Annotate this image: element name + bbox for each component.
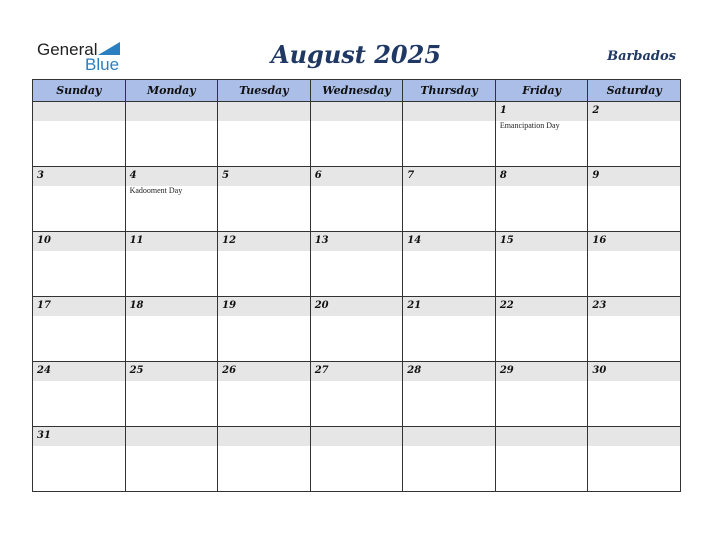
day-cell (403, 427, 496, 492)
day-number: 19 (222, 300, 237, 311)
day-number: 2 (592, 105, 600, 116)
day-cell (218, 427, 311, 492)
day-header-band (126, 102, 218, 121)
holiday-label: Kadooment Day (129, 186, 183, 195)
day-header-band (218, 167, 310, 186)
day-cell (310, 167, 403, 232)
day-cell (125, 167, 218, 232)
day-cell (33, 232, 126, 297)
day-number: 20 (314, 300, 329, 311)
day-header-band (311, 167, 403, 186)
day-cell (310, 297, 403, 362)
day-number: 22 (499, 300, 514, 311)
day-number: 9 (592, 170, 600, 181)
day-number: 18 (129, 300, 144, 311)
day-cell (33, 362, 126, 427)
day-cell (588, 427, 681, 492)
holiday-label: Emancipation Day (499, 121, 560, 130)
calendar-body (33, 102, 681, 492)
day-cell (310, 427, 403, 492)
weekday-tuesday: Tuesday (218, 80, 311, 102)
day-header-band (496, 102, 588, 121)
day-header-band (311, 102, 403, 121)
week-row (33, 297, 681, 362)
week-row (33, 102, 681, 167)
day-number: 10 (37, 235, 51, 246)
day-header-band (403, 167, 495, 186)
day-number: 1 (499, 105, 507, 116)
day-cell (588, 167, 681, 232)
day-number: 23 (592, 300, 607, 311)
weekday-wednesday: Wednesday (310, 80, 403, 102)
week-row (33, 232, 681, 297)
day-cell (495, 102, 588, 167)
day-header-band (33, 167, 125, 186)
weekday-friday: Friday (495, 80, 588, 102)
day-cell (403, 102, 496, 167)
day-cell (310, 102, 403, 167)
day-cell (33, 167, 126, 232)
day-header-band (403, 102, 495, 121)
day-number: 7 (407, 170, 415, 181)
country-label: Barbados (607, 49, 676, 64)
day-number: 13 (314, 235, 329, 246)
day-cell (33, 297, 126, 362)
day-cell (495, 167, 588, 232)
day-cell (218, 102, 311, 167)
weekday-sunday: Sunday (33, 80, 126, 102)
day-number: 8 (499, 170, 507, 181)
day-number: 6 (314, 170, 322, 181)
day-number: 24 (37, 365, 51, 376)
day-cell (495, 427, 588, 492)
day-number: 12 (222, 235, 237, 246)
day-cell (218, 167, 311, 232)
day-header-band (588, 167, 680, 186)
day-header-band (218, 427, 310, 446)
day-number: 16 (592, 235, 607, 246)
day-cell (495, 232, 588, 297)
day-number: 29 (499, 365, 514, 376)
day-cell (33, 102, 126, 167)
day-header-band (33, 102, 125, 121)
calendar-grid (32, 79, 681, 492)
day-number: 30 (592, 365, 607, 376)
day-header-band (311, 427, 403, 446)
weekday-thursday: Thursday (403, 80, 496, 102)
day-header-band (496, 427, 588, 446)
day-number: 15 (499, 235, 514, 246)
day-number: 25 (129, 365, 144, 376)
logo-text-general: General (37, 40, 98, 59)
week-row (33, 167, 681, 232)
day-number: 28 (407, 365, 422, 376)
day-cell (588, 102, 681, 167)
day-number: 27 (314, 365, 329, 376)
day-cell (588, 232, 681, 297)
day-cell (33, 427, 126, 492)
day-cell (403, 362, 496, 427)
day-number: 17 (37, 300, 51, 311)
day-cell (588, 362, 681, 427)
day-cell (125, 232, 218, 297)
day-header-band (588, 427, 680, 446)
week-row (33, 362, 681, 427)
day-cell (218, 297, 311, 362)
weekday-monday: Monday (125, 80, 218, 102)
day-cell (495, 297, 588, 362)
day-cell (310, 232, 403, 297)
calendar-title: August 2025 (270, 40, 442, 69)
day-header-band (126, 167, 218, 186)
day-header-band (588, 102, 680, 121)
day-cell (125, 427, 218, 492)
week-row (33, 427, 681, 492)
day-number: 21 (407, 300, 422, 311)
day-number: 31 (37, 430, 51, 441)
weekday-saturday: Saturday (588, 80, 681, 102)
day-number: 11 (129, 235, 144, 246)
day-number: 4 (129, 170, 137, 181)
day-cell (310, 362, 403, 427)
day-cell (403, 167, 496, 232)
logo-text-blue: Blue (85, 55, 120, 74)
day-cell (588, 297, 681, 362)
day-header-band (218, 102, 310, 121)
day-header-band (403, 427, 495, 446)
day-header-band (126, 427, 218, 446)
day-cell (403, 232, 496, 297)
day-number: 3 (37, 170, 44, 181)
day-cell (125, 297, 218, 362)
day-cell (495, 362, 588, 427)
day-number: 14 (407, 235, 422, 246)
day-cell (218, 362, 311, 427)
day-number: 26 (222, 365, 237, 376)
weekday-header-row (33, 80, 681, 102)
day-cell (125, 102, 218, 167)
day-cell (218, 232, 311, 297)
day-header-band (496, 167, 588, 186)
day-cell (125, 362, 218, 427)
day-number: 5 (222, 170, 230, 181)
day-cell (403, 297, 496, 362)
